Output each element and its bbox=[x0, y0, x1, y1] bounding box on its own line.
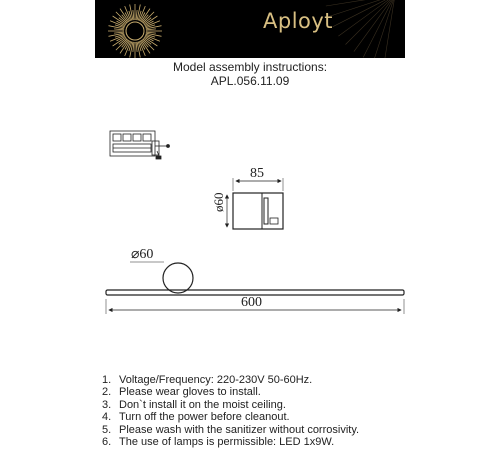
brand-logo: Aployt bbox=[263, 9, 334, 33]
globe-shade bbox=[163, 263, 193, 293]
list-item: 5. Please wash with the sanitizer without corrosivity. bbox=[102, 423, 360, 436]
list-item: 1. Voltage/Frequency: 220-230V 50-60Hz. bbox=[102, 374, 313, 386]
model-number: APL.056.11.09 bbox=[210, 74, 290, 88]
list-item: 6. The use of lamps is permissible: LED 1x9W. bbox=[102, 436, 335, 449]
list-item: 4. Turn off the power before cleanout. bbox=[102, 411, 290, 424]
height-dimension-label: ø60 bbox=[211, 192, 226, 212]
length-dimension-label: 600 bbox=[241, 295, 262, 310]
depth-dimension-label: 85 bbox=[250, 166, 264, 181]
instructions-list bbox=[102, 374, 359, 448]
list-item: 3. Don`t install it on the moist ceiling. bbox=[102, 398, 286, 411]
document-title: Model assembly instructions: bbox=[172, 60, 328, 74]
terminal-block-icon bbox=[110, 131, 170, 159]
list-item: 2. Please wear gloves to install. bbox=[102, 386, 261, 399]
globe-diameter-label: ⌀60 bbox=[131, 247, 154, 262]
lamp-side-view bbox=[227, 178, 283, 229]
